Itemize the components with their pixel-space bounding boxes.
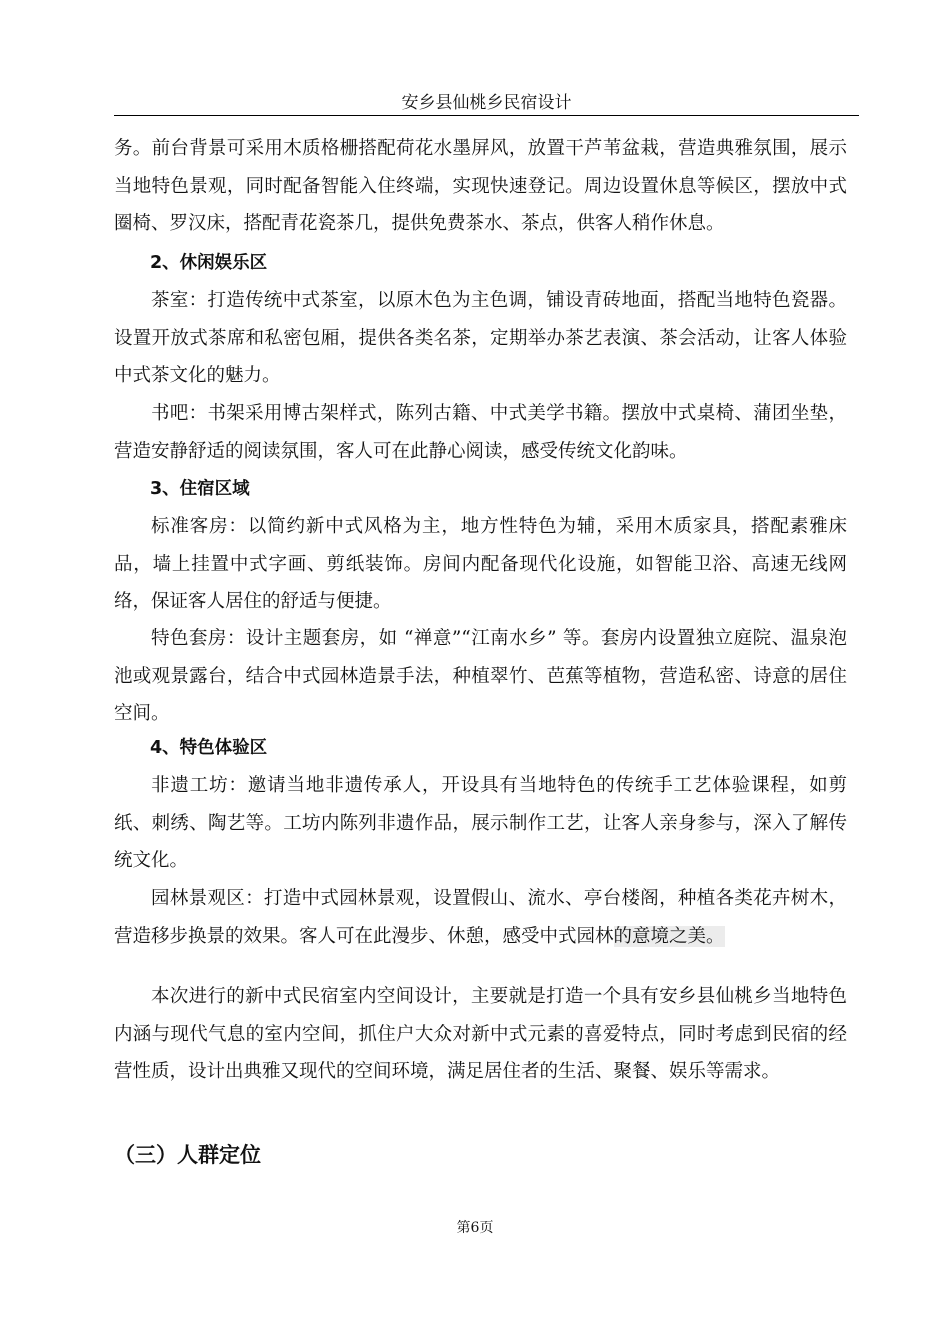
header-divider xyxy=(114,115,859,116)
highlighted-text: 的意境之美。 xyxy=(613,925,725,947)
paragraph-heritage-workshop: 非遗工坊：邀请当地非遗传承人，开设具有当地特色的传统手工艺体验课程，如剪纸、刺绣、陶艺等。工坊内陈列非遗作品，展示制作工艺，让客人亲身参与，深入了解传统文化。 xyxy=(114,775,847,871)
page-number: 第6页 xyxy=(456,1220,494,1236)
intro-paragraph: 务。前台背景可采用木质格栅搭配荷花水墨屏风，放置干芦苇盆栽，营造典雅氛围，展示当地特色景观，同时配备智能入住终端，实现快速登记。周边设置休息等候区，摆放中式圈椅、罗汉床，搭配青花瓷茶几，提供免费茶水、茶点，供客人稍作休息。 xyxy=(114,138,847,234)
paragraph-book-bar: 书吧：书架采用博古架样式，陈列古籍、中式美学书籍。摆放中式桌椅、蒲团坐垫，营造安静舒适的阅读氛围，客人可在此静心阅读，感受传统文化韵味。 xyxy=(114,403,847,462)
heading-leisure-area: 2、休闲娱乐区 xyxy=(150,253,268,273)
garden-text: 园林景观区：打造中式园林景观，设置假山、流水、亭台楼阁，种植各类花卉树木，营造移步换景的效果。客人可在此漫步、休憩，感受中式园林 xyxy=(114,888,847,947)
paragraph-tea-room: 茶室：打造传统中式茶室，以原木色为主色调，铺设青砖地面，搭配当地特色瓷器。设置开放式茶席和私密包厢，提供各类名茶，定期举办茶艺表演、茶会活动，让客人体验中式茶文化的魅力。 xyxy=(114,290,847,386)
paragraph-special-suite: 特色套房：设计主题套房，如 “禅意”“江南水乡” 等。套房内设置独立庭院、温泉泡池或观景露台，结合中式园林造景手法，种植翠竹、芭蕉等植物，营造私密、诗意的居住空间。 xyxy=(114,628,847,724)
heading-experience-area: 4、特色体验区 xyxy=(150,738,268,758)
paragraph-standard-room: 标准客房：以简约新中式风格为主，地方性特色为辅，采用木质家具，搭配素雅床品，墙上挂置中式字画、剪纸装饰。房间内配备现代化设施，如智能卫浴、高速无线网络，保证客人居住的舒适与便捷。 xyxy=(114,516,847,612)
heading-lodging-area: 3、住宿区域 xyxy=(150,479,250,499)
summary-paragraph: 本次进行的新中式民宿室内空间设计，主要就是打造一个具有安乡县仙桃乡当地特色内涵与现代气息的室内空间，抓住户大众对新中式元素的喜爱特点，同时考虑到民宿的经营性质，设计出典雅又现代的空间环境，满足居住者的生活、聚餐、娱乐等需求。 xyxy=(114,986,847,1082)
page-header-title: 安乡县仙桃乡民宿设计 xyxy=(401,93,572,113)
paragraph-garden-landscape xyxy=(114,880,847,955)
section-title-target-audience: （三）人群定位 xyxy=(114,1143,261,1167)
